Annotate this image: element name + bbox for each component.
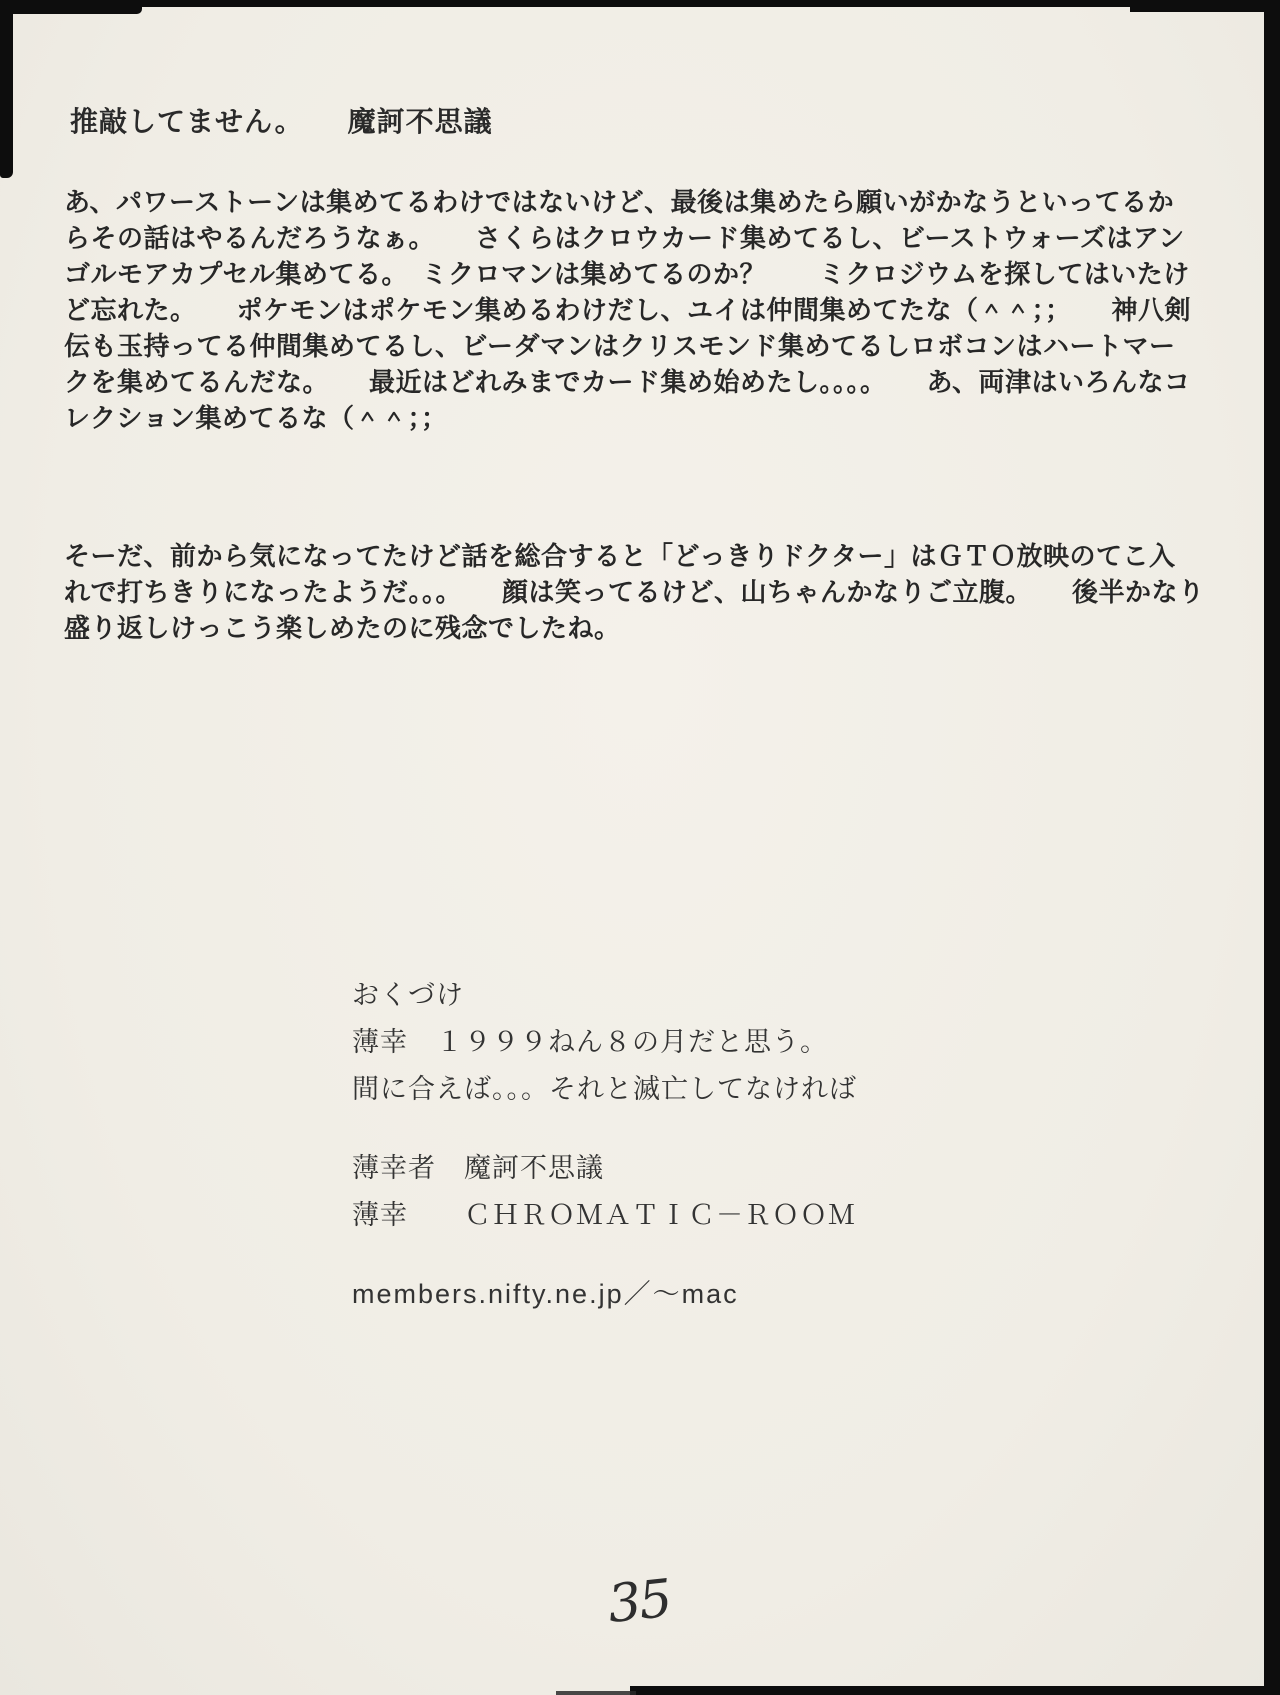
colophon-note-line: 間に合えば。。。それと滅亡してなければ (352, 1074, 857, 1104)
paragraph-collecting (64, 184, 1191, 436)
handwritten-page-number: 35 (605, 1568, 674, 1636)
colophon-title: おくづけ (352, 980, 464, 1010)
scan-edge-top (0, 0, 1280, 7)
paragraph-dokkiri-doctor (64, 538, 1205, 646)
scan-edge-bottom (630, 1686, 1280, 1695)
text-line: ど忘れた。 ポケモンはポケモン集めるわけだし、ユイは仲間集めてたな（＾＾；； 神八剣 (64, 295, 1192, 325)
scan-edge-top-left (0, 0, 142, 14)
colophon-url: members.nifty.ne.jp／～mac (352, 1279, 739, 1309)
text-line: 盛り返しけっこう楽しめたのに残念でしたね。 (64, 613, 621, 643)
scan-edge-left (0, 0, 13, 178)
text-line: ゴルモアカプセル集めてる。 ミクロマンは集めてるのか？ ミクロジウムを探してはいたけ (64, 259, 1190, 289)
colophon-circle-line: 薄幸 ＣＨＲＯＭＡＴＩＣ－ＲＯＯＭ (352, 1200, 856, 1230)
text-line: あ、パワーストーンは集めてるわけではないけど、最後は集めたら願いがかなうといってるか (64, 187, 1175, 217)
intro-line: 推敲してません。 魔訶不思議 (70, 106, 493, 137)
scan-edge-bottom-smudge (556, 1691, 636, 1695)
text-line: 伝も玉持ってる仲間集めてるし、ビーダマンはクリスモンド集めてるしロボコンはハートマー (64, 331, 1176, 361)
text-line: クを集めてるんだな。 最近はどれみまでカード集め始めたし。。。。 あ、両津はいろんなコ (64, 367, 1191, 397)
scan-edge-right (1264, 0, 1280, 1695)
text-line: れで打ちきりになったようだ。。。 顔は笑ってるけど、山ちゃんかなりご立腹。 後半かなり (64, 577, 1205, 607)
colophon-block (352, 972, 857, 1318)
colophon-author-line: 薄幸者 魔訶不思議 (352, 1153, 604, 1183)
colophon-spacer (352, 1239, 857, 1271)
colophon-date-line: 薄幸 １９９９ねん８の月だと思う。 (352, 1027, 828, 1057)
text-line: らその話はやるんだろうなぁ。 さくらはクロウカード集めてるし、ビーストウォーズはアン (64, 223, 1185, 253)
text-line: レクション集めてるな（＾＾；； (64, 403, 448, 433)
text-line: そーだ、前から気になってたけど話を総合すると「どっきりドクター」はＧＴＯ放映のてこ入 (64, 541, 1176, 571)
scan-edge-top-right (1130, 0, 1280, 12)
colophon-spacer (352, 1113, 857, 1145)
